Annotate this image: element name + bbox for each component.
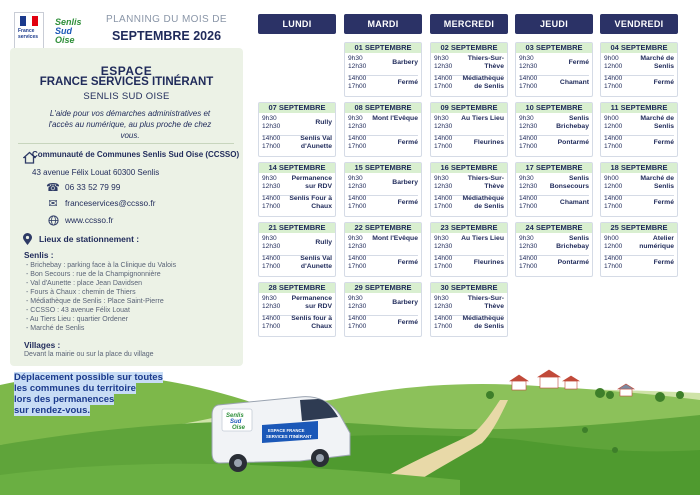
day-date: 28 SEPTEMBRE xyxy=(259,283,335,293)
website-row xyxy=(46,213,113,227)
slot-times: 9h30 12h30 xyxy=(262,295,281,310)
villages-heading: Villages : xyxy=(24,340,61,350)
email-icon: ✉ xyxy=(48,197,58,210)
title-espace: ESPACE xyxy=(100,64,153,78)
morning-slot xyxy=(519,55,589,75)
afternoon-slot xyxy=(604,75,674,95)
slot-location: Médiathèque de Senlis xyxy=(462,315,504,330)
slot-location: Barbery xyxy=(392,299,418,306)
slot-location: Pontarmé xyxy=(557,259,589,266)
slot-times: 14h00 17h00 xyxy=(434,75,453,90)
afternoon-slot xyxy=(348,75,418,95)
afternoon-slot xyxy=(519,75,589,95)
morning-slot xyxy=(262,115,332,135)
slot-location: Mont l'Evêque xyxy=(372,235,418,242)
slot-times: 9h00 12h00 xyxy=(604,175,623,190)
title-senlis-sud-oise: SENLIS SUD OISE xyxy=(83,91,170,102)
day-date: 30 SEPTEMBRE xyxy=(431,283,507,293)
slot-times: 9h30 12h30 xyxy=(519,115,538,130)
morning-slot xyxy=(434,115,504,135)
slot-times: 14h00 17h00 xyxy=(519,75,538,90)
morning-slot xyxy=(604,175,674,195)
day-cell xyxy=(515,42,593,97)
slot-times: 9h30 12h30 xyxy=(262,115,281,130)
slot-times: 14h00 17h00 xyxy=(434,255,453,270)
map-pin-icon xyxy=(20,232,34,246)
travel-note xyxy=(14,372,204,416)
villages-text: Devant la mairie ou sur la place du village xyxy=(24,351,154,358)
list-item: - Brichebay : parking face à la Clinique du Valois xyxy=(26,261,176,270)
day-date: 25 SEPTEMBRE xyxy=(601,223,677,233)
morning-slot xyxy=(519,115,589,135)
afternoon-slot xyxy=(434,135,504,155)
day-date: 15 SEPTEMBRE xyxy=(345,163,421,173)
afternoon-slot xyxy=(519,255,589,275)
travel-note-line1: Déplacement possible sur toutes xyxy=(14,372,163,383)
day-cell xyxy=(344,102,422,157)
slot-times: 14h00 17h00 xyxy=(519,135,538,150)
slot-location: Atelier numérique xyxy=(639,235,674,250)
email-address[interactable]: franceservices@ccsso.fr xyxy=(65,198,156,208)
afternoon-slot xyxy=(604,255,674,275)
day-date: 07 SEPTEMBRE xyxy=(259,103,335,113)
divider xyxy=(18,143,234,144)
day-date: 24 SEPTEMBRE xyxy=(516,223,592,233)
slot-times: 9h30 12h30 xyxy=(519,235,538,250)
list-item: - Fours à Chaux : chemin de Thiers xyxy=(26,288,176,297)
slot-location: Fermé xyxy=(653,259,674,266)
slot-location: Chamant xyxy=(559,199,589,206)
tagline: L'aide pour vos démarches administratives et l'accès au numérique, au plus proche de chez vous. xyxy=(48,109,212,140)
day-cell xyxy=(430,42,508,97)
slot-location: Fermé xyxy=(397,259,418,266)
slot-times: 9h30 12h30 xyxy=(434,55,453,70)
list-item: - Marché de Senlis xyxy=(26,324,176,333)
slot-times: 14h00 17h00 xyxy=(519,255,538,270)
senlis-places-list xyxy=(26,261,176,333)
van-logo-line3: Oise xyxy=(232,425,246,431)
slot-location: Rully xyxy=(315,239,332,246)
day-cell xyxy=(258,282,336,337)
planning-month: SEPTEMBRE 2026 xyxy=(111,29,222,43)
day-date: 11 SEPTEMBRE xyxy=(601,103,677,113)
morning-slot xyxy=(262,295,332,315)
morning-slot xyxy=(348,115,418,135)
slot-location: Fermé xyxy=(397,199,418,206)
slot-times: 14h00 17h00 xyxy=(434,135,453,150)
slot-times: 14h00 17h00 xyxy=(262,315,281,330)
slot-times: 9h30 12h30 xyxy=(262,175,281,190)
day-date: 22 SEPTEMBRE xyxy=(345,223,421,233)
phone-icon: ☎ xyxy=(46,181,60,194)
slot-location: Barbery xyxy=(392,59,418,66)
slot-times: 14h00 17h00 xyxy=(604,75,623,90)
slot-location: Thiers-Sur-Thève xyxy=(467,295,504,310)
parking-heading-text: Lieux de stationnement : xyxy=(39,234,140,244)
slot-times: 9h30 12h30 xyxy=(262,235,281,250)
info-card xyxy=(10,48,243,366)
day-date: 04 SEPTEMBRE xyxy=(601,43,677,53)
day-cell xyxy=(344,222,422,277)
globe-icon xyxy=(46,213,60,227)
slot-location: Fermé xyxy=(397,319,418,326)
slot-location: Thiers-Sur-Thève xyxy=(467,55,504,70)
slot-times: 14h00 17h00 xyxy=(348,75,367,90)
day-header-mardi: MARDI xyxy=(344,14,422,34)
day-header-vendredi: VENDREDI xyxy=(600,14,678,34)
day-cell xyxy=(344,162,422,217)
morning-slot xyxy=(348,235,418,255)
van-logo-line2: Sud xyxy=(230,419,242,425)
day-date: 02 SEPTEMBRE xyxy=(431,43,507,53)
van-side-text2: SERVICES ITINÉRANT xyxy=(266,434,312,439)
slot-location: Fleurines xyxy=(473,259,504,266)
slot-times: 14h00 17h00 xyxy=(262,195,281,210)
afternoon-slot xyxy=(519,135,589,155)
morning-slot xyxy=(434,295,504,315)
morning-slot xyxy=(434,175,504,195)
slot-times: 14h00 17h00 xyxy=(262,135,281,150)
slot-times: 9h30 12h30 xyxy=(348,295,367,310)
morning-slot xyxy=(348,175,418,195)
day-date: 10 SEPTEMBRE xyxy=(516,103,592,113)
slot-times: 9h30 12h30 xyxy=(434,175,453,190)
slot-times: 14h00 17h00 xyxy=(434,195,453,210)
day-cell xyxy=(430,222,508,277)
logo-ss-line2: Sud xyxy=(55,26,72,36)
day-date: 08 SEPTEMBRE xyxy=(345,103,421,113)
day-date: 29 SEPTEMBRE xyxy=(345,283,421,293)
slot-times: 14h00 17h00 xyxy=(348,315,367,330)
slot-times: 14h00 17h00 xyxy=(348,195,367,210)
day-header-jeudi: JEUDI xyxy=(515,14,593,34)
slot-location: Senlis Val d'Aunette xyxy=(300,255,332,270)
slot-location: Permanence sur RDV xyxy=(291,295,332,310)
list-item: - Bon Secours : rue de la Champignonnière xyxy=(26,270,176,279)
slot-location: Thiers-Sur-Thève xyxy=(467,175,504,190)
slot-times: 14h00 17h00 xyxy=(604,195,623,210)
day-cell xyxy=(600,162,678,217)
morning-slot xyxy=(348,55,418,75)
slot-location: Marché de Senlis xyxy=(640,175,674,190)
day-date: 03 SEPTEMBRE xyxy=(516,43,592,53)
community-address: 43 avenue Félix Louat 60300 Senlis xyxy=(32,168,160,177)
slot-location: Marché de Senlis xyxy=(640,55,674,70)
day-date: 21 SEPTEMBRE xyxy=(259,223,335,233)
phone-row xyxy=(46,180,120,194)
slot-times: 9h30 12h30 xyxy=(434,235,453,250)
slot-times: 14h00 17h00 xyxy=(434,315,453,330)
parking-heading xyxy=(20,232,139,246)
slot-location: Senlis Brichebay xyxy=(556,235,589,250)
afternoon-slot xyxy=(262,255,332,275)
travel-note-line2: les communes du territoire xyxy=(14,383,136,394)
morning-slot xyxy=(604,235,674,255)
afternoon-slot xyxy=(262,195,332,215)
slot-times: 14h00 17h00 xyxy=(604,135,623,150)
afternoon-slot xyxy=(262,315,332,335)
slot-location: Fermé xyxy=(568,59,589,66)
slot-location: Senlis Val d'Aunette xyxy=(300,135,332,150)
day-cell xyxy=(258,162,336,217)
afternoon-slot xyxy=(262,135,332,155)
slot-times: 9h30 12h30 xyxy=(348,175,367,190)
morning-slot xyxy=(434,235,504,255)
travel-note-line3: lors des permanences xyxy=(14,394,115,405)
day-cell xyxy=(600,102,678,157)
list-item: - CCSSO : 43 avenue Félix Louat xyxy=(26,306,176,315)
day-cell xyxy=(515,162,593,217)
morning-slot xyxy=(434,55,504,75)
afternoon-slot xyxy=(434,255,504,275)
slot-location: Permanence sur RDV xyxy=(291,175,332,190)
morning-slot xyxy=(519,175,589,195)
slot-location: Senlis Four à Chaux xyxy=(289,195,332,210)
slot-times: 9h30 12h30 xyxy=(434,115,453,130)
morning-slot xyxy=(519,235,589,255)
slot-times: 14h00 17h00 xyxy=(262,255,281,270)
slot-location: Fermé xyxy=(653,199,674,206)
french-flag-icon xyxy=(20,16,38,26)
day-cell xyxy=(600,222,678,277)
title-france-services: FRANCE SERVICES ITINÉRANT xyxy=(39,76,214,88)
afternoon-slot xyxy=(348,255,418,275)
list-item: - Val d'Aunette : place Jean Davidsen xyxy=(26,279,176,288)
france-services-logo xyxy=(14,12,44,52)
afternoon-slot xyxy=(434,195,504,215)
day-date: 09 SEPTEMBRE xyxy=(431,103,507,113)
slot-location: Au Tiers Lieu xyxy=(461,235,504,242)
slot-location: Rully xyxy=(315,119,332,126)
slot-times: 9h30 12h30 xyxy=(434,295,453,310)
slot-location: Fermé xyxy=(653,139,674,146)
slot-times: 9h00 12h00 xyxy=(604,115,623,130)
slot-times: 9h30 12h30 xyxy=(348,235,367,250)
day-cell xyxy=(344,42,422,97)
slot-location: Au Tiers Lieu xyxy=(461,115,504,122)
day-cell xyxy=(430,162,508,217)
email-row xyxy=(46,196,156,210)
morning-slot xyxy=(604,55,674,75)
afternoon-slot xyxy=(604,195,674,215)
logo-ss-line3: Oise xyxy=(55,35,75,45)
day-cell xyxy=(258,102,336,157)
day-cell xyxy=(515,102,593,157)
day-header-mercredi: MERCREDI xyxy=(430,14,508,34)
slot-location: Senlis Brichebay xyxy=(556,115,589,130)
slot-location: Chamant xyxy=(559,79,589,86)
morning-slot xyxy=(262,235,332,255)
day-date: 23 SEPTEMBRE xyxy=(431,223,507,233)
slot-location: Médiathèque de Senlis xyxy=(462,195,504,210)
website-link[interactable]: www.ccsso.fr xyxy=(65,215,114,225)
slot-times: 9h30 12h30 xyxy=(519,175,538,190)
afternoon-slot xyxy=(519,195,589,215)
slot-location: Fermé xyxy=(397,79,418,86)
travel-note-line4: sur rendez-vous. xyxy=(14,405,91,416)
van-side-text1: ESPACE FRANCE xyxy=(268,428,305,433)
morning-slot xyxy=(348,295,418,315)
slot-location: Fermé xyxy=(397,139,418,146)
slot-location: Fermé xyxy=(653,79,674,86)
day-date: 16 SEPTEMBRE xyxy=(431,163,507,173)
list-item: - Au Tiers Lieu : quartier Ordener xyxy=(26,315,176,324)
day-cell xyxy=(600,42,678,97)
slot-location: Mont l'Evêque xyxy=(372,115,418,122)
day-date: 18 SEPTEMBRE xyxy=(601,163,677,173)
phone-number[interactable]: 06 33 52 79 99 xyxy=(65,182,121,192)
slot-times: 9h00 12h00 xyxy=(604,235,623,250)
day-cell xyxy=(430,102,508,157)
logo-ss-line1: Senlis xyxy=(55,17,82,27)
france-services-logo-text: France services xyxy=(18,28,39,40)
list-item: - Médiathèque de Senlis : Place Saint-Pierre xyxy=(26,297,176,306)
slot-times: 14h00 17h00 xyxy=(519,195,538,210)
slot-times: 9h30 12h30 xyxy=(348,115,367,130)
slot-times: 9h30 12h30 xyxy=(348,55,367,70)
slot-location: Senlis Bonsecours xyxy=(549,175,589,190)
planning-line1: PLANNING DU MOIS DE xyxy=(106,14,227,25)
morning-slot xyxy=(604,115,674,135)
morning-slot xyxy=(262,175,332,195)
afternoon-slot xyxy=(348,195,418,215)
slot-times: 9h30 12h30 xyxy=(519,55,538,70)
day-cell xyxy=(515,222,593,277)
planning-heading xyxy=(94,14,239,43)
afternoon-slot xyxy=(348,315,418,335)
community-name: Communauté de Communes Senlis Sud Oise (CCSSO) xyxy=(32,150,240,159)
day-date: 17 SEPTEMBRE xyxy=(516,163,592,173)
slot-location: Pontarmé xyxy=(557,139,589,146)
slot-location: Fleurines xyxy=(473,139,504,146)
day-cell xyxy=(258,222,336,277)
slot-location: Senlis four à Chaux xyxy=(291,315,332,330)
slot-location: Marché de Senlis xyxy=(640,115,674,130)
afternoon-slot xyxy=(434,75,504,95)
day-date: 14 SEPTEMBRE xyxy=(259,163,335,173)
slot-times: 14h00 17h00 xyxy=(348,135,367,150)
day-header-lundi: LUNDI xyxy=(258,14,336,34)
senlis-heading: Senlis : xyxy=(24,250,54,260)
day-cell xyxy=(344,282,422,337)
slot-times: 14h00 17h00 xyxy=(348,255,367,270)
slot-times: 9h00 12h00 xyxy=(604,55,623,70)
day-cell xyxy=(430,282,508,337)
day-date: 01 SEPTEMBRE xyxy=(345,43,421,53)
slot-location: Médiathèque de Senlis xyxy=(462,75,504,90)
van-logo-line1: Senlis xyxy=(226,413,244,419)
afternoon-slot xyxy=(604,135,674,155)
slot-location: Barbery xyxy=(392,179,418,186)
afternoon-slot xyxy=(434,315,504,335)
slot-times: 14h00 17h00 xyxy=(604,255,623,270)
afternoon-slot xyxy=(348,135,418,155)
